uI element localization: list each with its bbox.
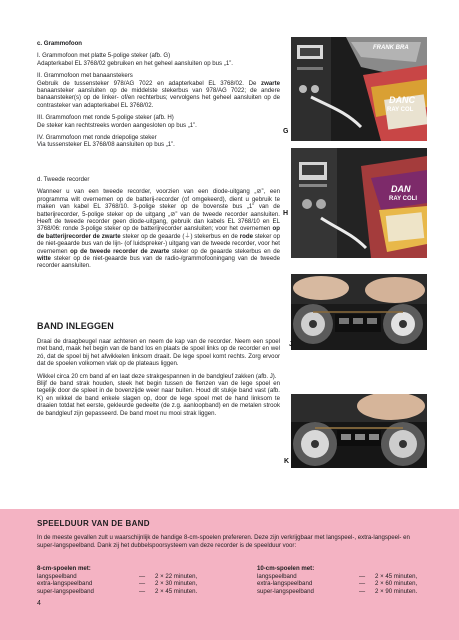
paragraph-iv — [37, 134, 280, 149]
table-row — [37, 580, 197, 588]
photo-h-text-1: DAN — [391, 184, 411, 194]
photo-g — [291, 37, 427, 141]
table-10cm-title: 10-cm-spoelen met: — [257, 565, 315, 572]
row-value: 2 × 45 minuten. — [155, 587, 198, 595]
row-value: 2 × 22 minuten, — [155, 572, 198, 580]
table-10cm — [257, 565, 417, 595]
d-text-2: steker op de geaarde (⏚) stekerbus en de — [120, 232, 240, 240]
section-d-heading — [37, 176, 280, 183]
page-number: 4 — [37, 600, 41, 607]
speelduur-intro: In de meeste gevallen zult u waarschijnlijk de handige 8-cm-spoelen prefereren. Deze zijn verkrijgbaar met langspeel-, extra-langspeel- en super-langspeelband. Dank zij het dubbelspoorsysteem van deze recorder is de speelduur voor: — [37, 534, 410, 549]
table-8cm-title: 8-cm-spoelen met: — [37, 565, 91, 572]
photo-g-text-1: FRANK BRA — [373, 45, 409, 51]
row-dash: — — [138, 580, 146, 588]
section-band-inleggen — [37, 321, 280, 417]
figure-label-h: H — [283, 210, 289, 217]
heading-text: c. Grammofoon — [37, 40, 83, 47]
band-paragraph-1: Draai de draagbeugel naar achteren en neem de kap van de recorder. Neem een spoel met band, maak het begin van de band los en plaats de spoel links op de recorder en wel zó, dat de spoel bij het afwikkelen linksom draait. De lege spoel komt rechts. Zorg ervoor dat de spoelen volkomen vlak op de plateaus liggen. — [37, 338, 280, 368]
row-name: extra-langspeelband — [37, 580, 93, 588]
iii-text: De steker kan rechtstreeks worden aangesloten op bus „1”. — [37, 121, 197, 129]
table-row — [257, 588, 417, 596]
row-dash: — — [358, 580, 366, 588]
photo-j-illustration — [291, 274, 427, 350]
paragraph-ii — [37, 72, 280, 109]
row-name: super-langspeelband — [37, 587, 94, 595]
section-c-heading — [37, 40, 280, 47]
speelduur-title: SPEELDUUR VAN DE BAND — [37, 519, 150, 528]
i-title: I. Grammofoon met platte 5-polige steker (afb. G) — [37, 52, 171, 60]
photo-g-text-3: RAY COL — [387, 107, 414, 113]
d-text-1: Wanneer u van een tweede recorder, voorzien van een diode-uitgang „⊘”, een programma wilt overnemen op de batterij-recorder (of omgekeerd), dient u gebruik te maken van kabel EL 3768/10. 3-polige steker op de bovenste bus „1” van de batterijrecorder, 5-polige steker op de uitgang „⊘” van de tweede recorder aansluiten. Heeft de tweede recorder geen diode-uitgang, gebruik dan kabels EL 3768/10 en EL 3768/06: ronde 3-polige steker op de batterijrecorder aansluiten; voor het overnemen — [37, 188, 280, 233]
row-dash: — — [138, 572, 146, 580]
paragraph-tweede-recorder — [37, 188, 280, 269]
d-text-3: steker op de niet-geaarde bus van de lijn- (of luidspreker-) uitgang van de tweede recorder, voor het overnemen — [37, 232, 280, 255]
table-row — [257, 580, 417, 588]
figure-label-j: J — [289, 341, 293, 348]
d-bold-2: rode — [239, 232, 253, 240]
section-tweede-recorder — [37, 176, 280, 270]
ii-bold: zwarte — [261, 79, 280, 87]
d-bold-3: op de tweede recorder de zwarte — [70, 247, 170, 255]
ii-text-2: banaansteker aansluiten op de middelste stekerbus van 978/AG 7022; de andere banaansteker(s) op de linker- of/en rechterbus; vervolgens het geheel aansluiten op de contrasteker van adapterkabel EL 3768/02. — [37, 87, 280, 109]
row-name: extra-langspeelband — [257, 580, 313, 588]
figure-label-g: G — [283, 128, 289, 135]
row-dash: — — [358, 572, 366, 580]
photo-g-text-2: DANC — [389, 95, 415, 105]
d-bold-1: op de batterijrecorder de zwarte — [37, 225, 280, 240]
row-value: 2 × 60 minuten, — [375, 580, 418, 588]
row-name: langspeelband — [37, 572, 77, 580]
ii-text-1: Gebruik de tussensteker 978/AG 7022 en adapterkabel EL 3768/02. De — [37, 79, 262, 87]
photo-h — [291, 148, 427, 258]
heading-text: d. Tweede recorder — [37, 176, 90, 183]
row-name: super-langspeelband — [257, 587, 314, 595]
photo-k — [291, 394, 427, 468]
iv-title: IV. Grammofoon met ronde driepolige steker — [37, 134, 157, 142]
row-name: langspeelband — [257, 572, 297, 580]
row-dash: — — [358, 587, 366, 595]
row-value: 2 × 30 minuten, — [155, 580, 198, 588]
figure-label-k: K — [284, 458, 290, 465]
table-row — [37, 588, 197, 596]
photo-h-text-2: RAY COLI — [389, 196, 418, 202]
photo-h-illustration — [291, 148, 427, 258]
table-row — [257, 573, 417, 581]
band-title: BAND INLEGGEN — [37, 321, 114, 331]
row-dash: — — [138, 587, 146, 595]
photo-j — [291, 274, 427, 350]
photo-g-illustration — [291, 37, 427, 141]
iv-text: Via tussensteker EL 3768/08 aansluiten op bus „1”. — [37, 141, 175, 149]
paragraph-iii — [37, 114, 280, 129]
photo-k-illustration — [291, 394, 427, 468]
band-paragraph-2: Wikkel circa 20 cm band af en laat deze strakgespannen in de bandgleuf zakken (afb. J). — [37, 372, 277, 380]
d-bold-4: witte — [37, 255, 51, 263]
paragraph-i — [37, 52, 280, 67]
i-text: Adapterkabel EL 3768/02 gebruiken en het geheel aansluiten op bus „1”. — [37, 59, 233, 67]
d-text-4: steker op de geaarde stekerbus en de — [169, 247, 280, 255]
speelduur-box — [0, 509, 459, 640]
ii-title: II. Grammofoon met banaanstekers — [37, 72, 133, 80]
row-value: 2 × 45 minuten, — [375, 572, 418, 580]
row-value: 2 × 90 minuten. — [375, 587, 418, 595]
section-grammofoon — [37, 40, 280, 149]
table-row — [37, 573, 197, 581]
table-8cm — [37, 565, 197, 595]
band-paragraph-3: Blijf de band strak houden, steek het begin tussen de flenzen van de lege spoel en tegelijk door de spleet in de bovenzijde weer naar buiten. Houd dit stukje band vast (afb. K) en wikkel de band enkele slagen op, door de lege spoel met de hand linksom te draaien totdat het eerste, gekleurde gedeelte (de z.g. aanloopband) en de metalen strook de bandgleuf zijn gepasseerd. De band moet nu mooi strak liggen. — [37, 380, 280, 417]
d-text-5: steker op de niet-geaarde bus van de radio-/grammofooningang van de tweede recorder aansluiten. — [37, 255, 280, 270]
iii-title: III. Grammofoon met ronde 5-polige steker (afb. H) — [37, 114, 174, 122]
